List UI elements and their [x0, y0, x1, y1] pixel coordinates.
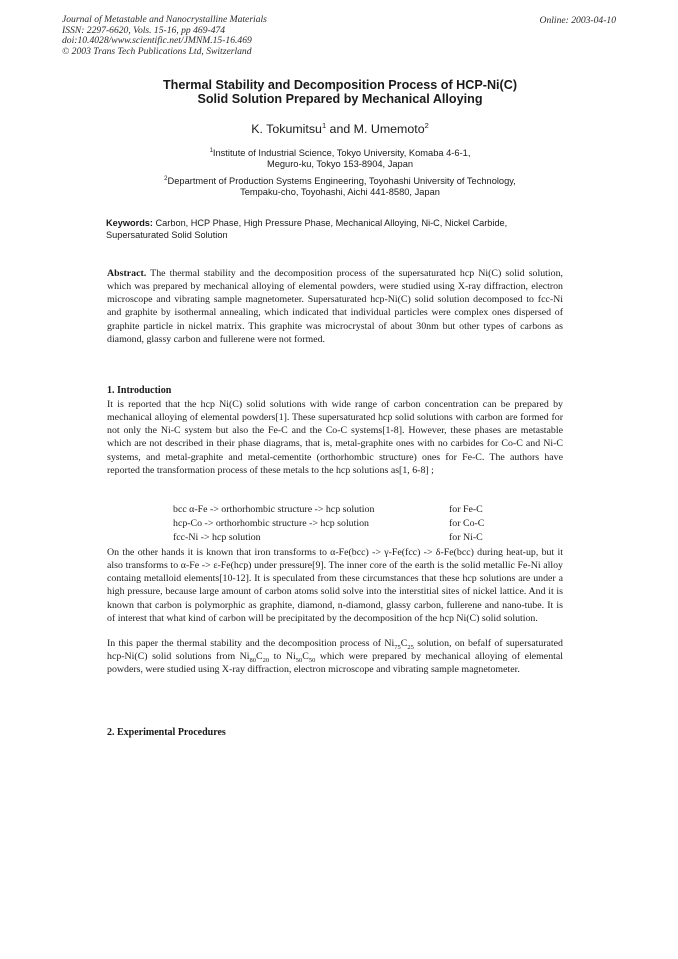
author-1-affil: 1 [321, 121, 327, 130]
experimental-heading: 2. Experimental Procedures [107, 727, 226, 738]
title-line-2: Solid Solution Prepared by Mechanical Alloying [197, 92, 483, 106]
transform-row [173, 503, 374, 516]
para3-text: In this paper the thermal stability and the decomposition process of Ni [107, 638, 395, 649]
doi-line[interactable]: doi:10.4028/www.scientific.net/JMNM.15-16.469 [62, 35, 252, 47]
subscript: 75 [394, 643, 401, 651]
keywords-text: Carbon, HCP Phase, High Pressure Phase, Mechanical Alloying, Ni-C, Nickel Carbide, Supersaturated Solid Solution [106, 218, 508, 240]
title-line-1: Thermal Stability and Decomposition Process of HCP-Ni(C) [162, 78, 518, 92]
affiliation-2 [100, 174, 580, 199]
affil-1-line-2: Meguro-ku, Tokyo 153-8904, Japan [266, 159, 414, 170]
issn-line: ISSN: 2297-6620, Vols. 15-16, pp 469-474 [62, 24, 226, 36]
transform-system: for Co-C [449, 518, 485, 529]
paper-title [100, 78, 580, 106]
transform-system: for Fe-C [449, 504, 483, 515]
para3-text: C [256, 651, 263, 663]
subscript: 50 [308, 657, 316, 665]
online-date: Online: 2003-04-10 [539, 15, 616, 26]
transform-process: bcc α-Fe -> orthorhombic structure -> hcp solution [173, 504, 375, 515]
affil-2-line-2: Tempaku-cho, Toyohashi, Aichi 441-8580, Japan [240, 187, 440, 198]
para3-text: C [400, 638, 408, 649]
subscript: 50 [295, 657, 303, 665]
journal-header [62, 15, 622, 57]
subscript: 80 [249, 657, 257, 665]
intro-para-1: It is reported that the hcp Ni(C) solid solutions with wide range of carbon concentration can be prepared by mechanical alloying of elemental powders[1]. These supersaturated hcp solid solutions with carbon are formed for not only the Ni-C system but also the Fe-C and the Co-C systems[1-8]. However, these phases are metastable which are not described in their phase diagrams, that is, metal-graphite ones with no carbides for Co-C and Ni-C systems, and metal-graphite and metal-cementite (orthorhombic structure) ones for Fe-C. The authors have reported the transformation process of these metals to the hcp solutions as[1, 6-8] ; [107, 399, 563, 476]
para3-text: which were prepared by mechanical alloying of elemental powders, were studied using X-ray diffraction, electron microscope and vibrating sample magnetometer. [107, 651, 564, 676]
affil-2-line-1: Department of Production Systems Engineering, Toyohashi University of Technology, [167, 176, 516, 187]
subscript: 25 [407, 643, 414, 651]
intro-para-2: On the other hands it is known that iron transforms to α-Fe(bcc) -> γ-Fe(fcc) -> δ-Fe(bcc) during heat-up, but it also transforms to α-Fe -> ε-Fe(hcp) under pressure[9]. The inner core of the earth is the solid metallic Fe-Ni alloy containg metalloid elements[10-12]. It is speculated from these circumstances that these hcp solutions are under a high pressure, because large amount of carbon atoms solid solve into the interstitial sites of nickel lattice. And it is known that carbon is polymorphic as graphite, diamond, n-diamond, glassy carbon, fullerene and nano-tube. It is of interest that what kind of carbon will be precipitated by the decomposition of the hcp Ni(C) solid solution. [107, 547, 563, 624]
author-2: M. Umemoto [353, 122, 425, 137]
transform-row [173, 531, 261, 544]
keywords-label: Keywords: [106, 218, 153, 228]
author-2-affil: 2 [424, 121, 429, 130]
affil-2-sup: 2 [164, 176, 168, 182]
transform-process: hcp-Co -> orthorhombic structure -> hcp solution [173, 518, 369, 529]
copyright-line: © 2003 Trans Tech Publications Ltd, Switzerland [62, 45, 252, 57]
affiliation-1 [100, 146, 580, 171]
subscript: 20 [262, 657, 270, 665]
abstract [107, 267, 563, 346]
affil-1-sup: 1 [209, 148, 213, 154]
author-1: K. Tokumitsu [251, 122, 322, 137]
transform-system: for Ni-C [449, 532, 483, 543]
journal-name: Journal of Metastable and Nanocrystalline Materials [62, 14, 267, 25]
author-and: and [326, 122, 354, 137]
abstract-text: The thermal stability and the decomposition process of the supersaturated hcp Ni(C) solid solution, which was prepared by mechanical alloying of elemental powders, were studied using X-ray diffraction, electron microscope and vibrating sample magnetometer. Supersaturated hcp-Ni(C) solid solution decomposed to fcc-Ni and graphite by isothermal annealing, which indicated that individual particles were complex ones dispersed of graphite particle in nickel matrix. This graphite was microcrystal of about 30nm but other types of carbons as diamond, glassy carbon and fullerene were not formed. [107, 268, 564, 345]
para3-text: solution, on befalf of supersaturated hcp-Ni(C) solid solutions from Ni [107, 638, 563, 663]
keywords [106, 218, 566, 241]
abstract-label: Abstract. [107, 268, 147, 279]
para3-text: to Ni [269, 651, 296, 663]
transform-row [173, 517, 369, 530]
para3-text: C [302, 651, 309, 663]
transform-process: fcc-Ni -> hcp solution [173, 532, 261, 543]
affil-1-line-1: Institute of Industrial Science, Tokyo University, Komaba 4-6-1, [212, 148, 471, 159]
intro-para-3 [107, 637, 563, 676]
intro-heading: 1. Introduction [107, 385, 172, 396]
author-list [100, 121, 580, 136]
